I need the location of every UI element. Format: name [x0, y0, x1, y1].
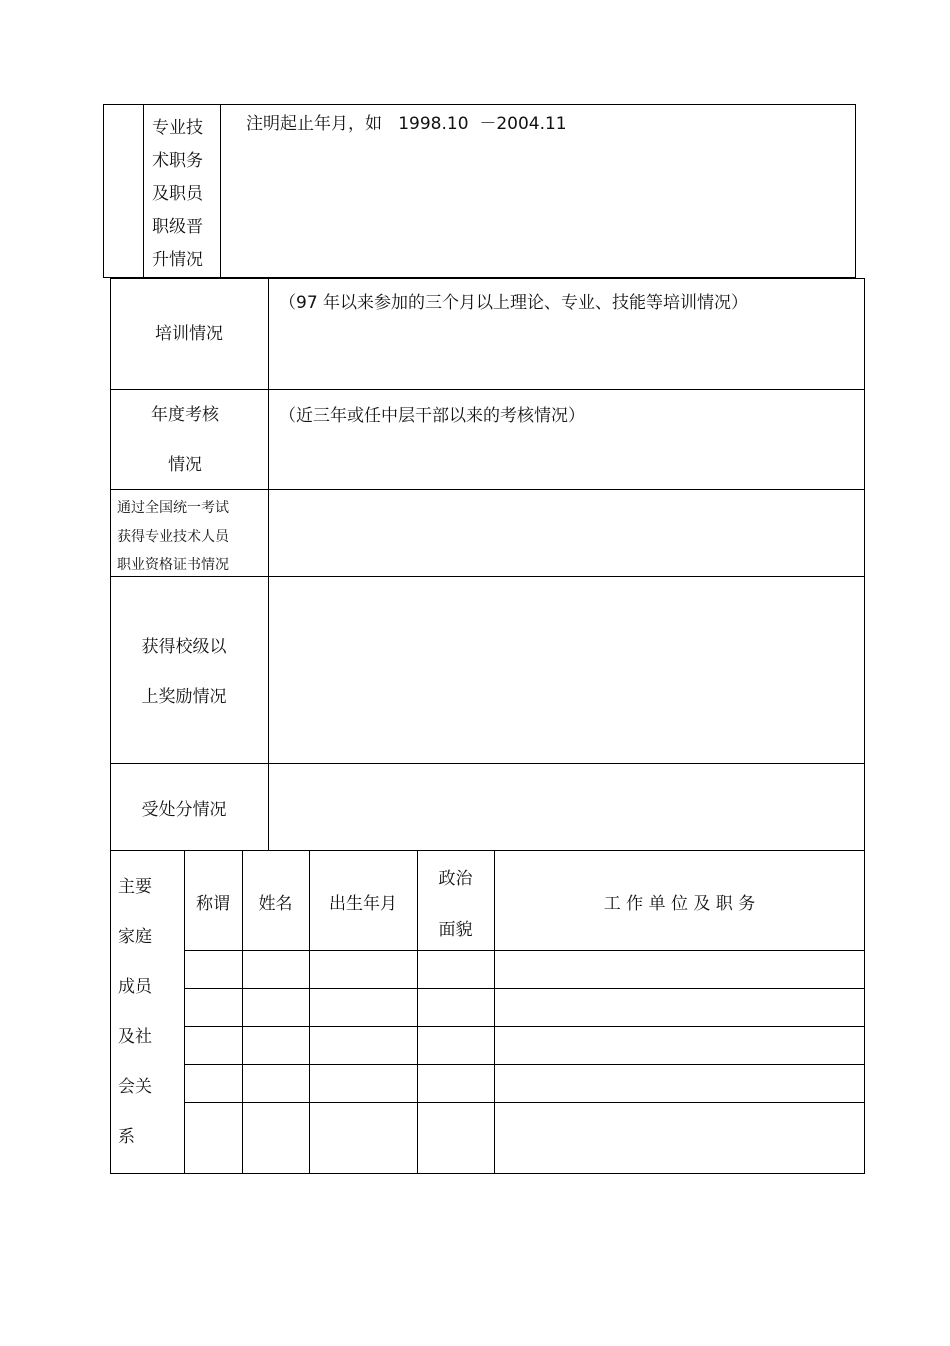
- label-line: 系: [118, 1127, 135, 1147]
- header-relation: 称谓: [196, 894, 230, 914]
- label-line: 升情况: [152, 250, 203, 270]
- label-line: 专业技: [152, 118, 203, 138]
- row-divider: [110, 389, 865, 390]
- header-political-line: 面貌: [438, 920, 473, 940]
- label-line: 及社: [118, 1027, 152, 1047]
- header-name: 姓名: [258, 894, 293, 914]
- label-column-divider: [268, 278, 269, 850]
- label-line: 通过全国统一考试: [117, 500, 229, 516]
- row-divider: [110, 489, 865, 490]
- label-line: 成员: [118, 977, 152, 997]
- training-note: （97 年以来参加的三个月以上理论、专业、技能等培训情况）: [279, 293, 749, 313]
- label-line: 及职员: [152, 184, 203, 204]
- awards-label-line: 上奖励情况: [141, 687, 227, 707]
- assessment-label-line: 情况: [168, 455, 202, 475]
- family-row-divider: [184, 1102, 865, 1103]
- family-row-divider: [184, 950, 865, 951]
- header-work: 工 作 单 位 及 职 务: [603, 894, 756, 914]
- header-birth: 出生年月: [329, 894, 397, 914]
- training-label: 培训情况: [155, 324, 223, 344]
- promotion-label: [152, 112, 203, 277]
- awards-label-line: 获得校级以: [141, 637, 227, 657]
- assessment-note: （近三年或任中层干部以来的考核情况）: [279, 406, 585, 426]
- row-divider: [110, 850, 865, 851]
- label-line: 会关: [118, 1077, 152, 1097]
- promotion-note: 注明起止年月，如 1998.10 －2004.11: [246, 114, 567, 134]
- divider: [143, 104, 144, 278]
- header-political-line: 政治: [438, 869, 473, 889]
- row-divider: [110, 763, 865, 764]
- label-line: 主要: [118, 877, 152, 897]
- label-line: 职级晋: [152, 217, 203, 237]
- family-row-divider: [184, 988, 865, 989]
- discipline-label: 受处分情况: [141, 800, 227, 820]
- family-row-divider: [184, 1026, 865, 1027]
- label-line: 获得专业技术人员: [117, 528, 229, 545]
- family-label: [118, 862, 152, 1162]
- family-row-divider: [184, 1064, 865, 1065]
- assessment-label-line: 年度考核: [151, 405, 219, 425]
- col-divider: [417, 850, 418, 1174]
- label-line: 职业资格证书情况: [117, 557, 229, 573]
- certificate-label: [117, 494, 229, 580]
- label-line: 家庭: [118, 927, 152, 947]
- divider: [220, 104, 221, 278]
- label-line: 术职务: [152, 151, 203, 171]
